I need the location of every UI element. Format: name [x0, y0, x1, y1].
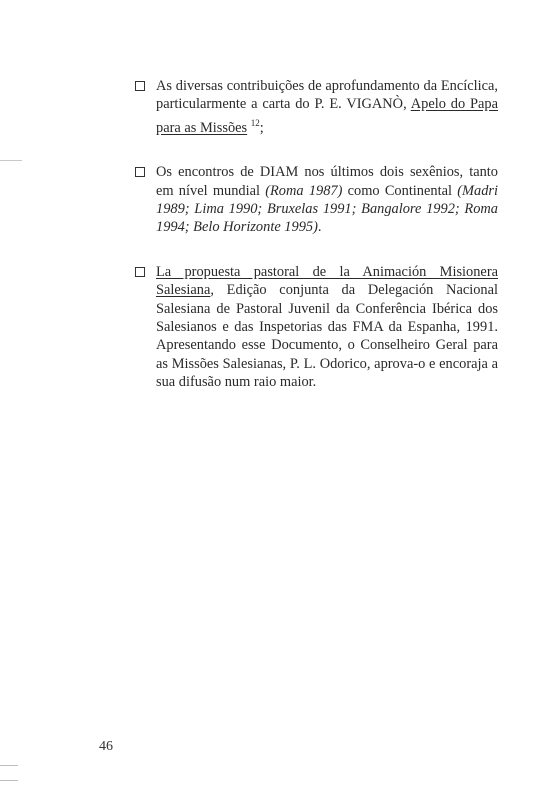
item-text: , Edição conjunta da Delegación Nacional Salesiana de Pastoral Juvenil da Conferência Ibérica dos Salesianos e das Inspetorias das FMA da Espanha, 1991. Apresentando esse Documento, o Conselheiro Geral para as Missões Salesianas, P. L. Odorico, aprova-o e encoraja a sua difusão num raio maior.	[156, 282, 498, 391]
page-content	[134, 77, 498, 392]
item-italic-text: (Madri 1989; Lima 1990; Bruxelas 1991; Bangalore 1992; Roma 1994; Belo Horizonte 1995)	[156, 182, 498, 236]
checkbox-bullet-icon	[135, 267, 145, 277]
item-text: .	[317, 219, 322, 236]
list-item	[134, 77, 498, 137]
item-text: ;	[259, 119, 264, 136]
checkbox-bullet-icon	[135, 81, 145, 91]
checkbox-bullet-icon	[135, 167, 145, 177]
footnote-marker: 12	[250, 117, 260, 128]
document-title-reference: Apelo do Papa para as Missões	[156, 96, 498, 136]
item-italic-text: (Roma 1987)	[265, 182, 343, 199]
scan-edge-mark	[0, 765, 18, 781]
item-text: como Continental	[342, 182, 458, 199]
scan-edge-mark	[0, 160, 22, 161]
item-text: Os encontros de DIAM nos últimos dois sexênios, tanto em nível mundial	[156, 164, 498, 199]
list-item	[134, 263, 498, 392]
page-number: 46	[99, 739, 113, 754]
item-text: As diversas contribuições de aprofundamento da Encíclica, particularmente a carta do P. E. VIGANÒ,	[156, 78, 498, 113]
list-item	[134, 163, 498, 237]
document-title-reference: La propuesta pastoral de la Animación Misionera Salesiana	[156, 263, 498, 299]
